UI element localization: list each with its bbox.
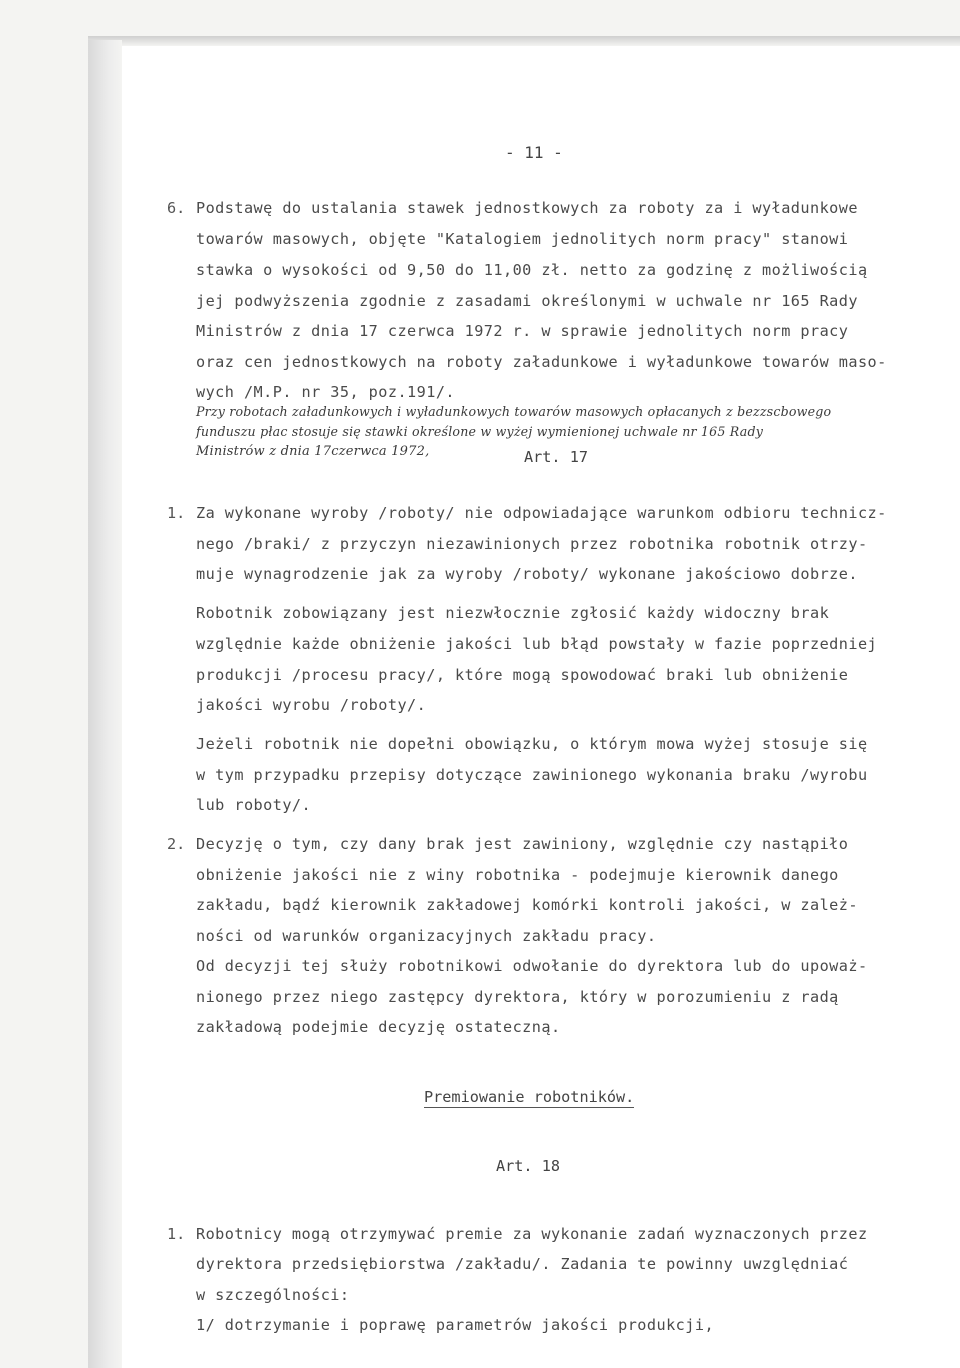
text-line: Decyzję o tym, czy dany brak jest zawiniony, względnie czy nastąpiło (196, 835, 849, 853)
text-line: Robotnik zobowiązany jest niezwłocznie zgłosić każdy widoczny brak (196, 604, 830, 622)
text-line: lub roboty/. (196, 796, 312, 814)
text-line: 1/ dotrzymanie i poprawę parametrów jakości produkcji, (196, 1316, 715, 1334)
text-line: Od decyzji tej służy robotnikowi odwołanie do dyrektora lub do upoważ- (196, 957, 868, 975)
text-line: zakładową podejmie decyzję ostateczną. (196, 1018, 561, 1036)
paragraph-number: 1. (167, 1225, 186, 1243)
text-line: dyrektora przedsiębiorstwa /zakładu/. Zadania te powinny uwzględniać (196, 1255, 849, 1273)
text-line: nego /braki/ z przyczyn niezawinionych przez robotnika robotnik otrzy- (196, 535, 868, 553)
article-heading: Art. 18 (496, 1157, 561, 1175)
text-line: Robotnicy mogą otrzymywać premie za wykonanie zadań wyznaczonych przez (196, 1225, 868, 1243)
text-line: produkcji /procesu pracy/, które mogą spowodować braki lub obniżenie (196, 666, 849, 684)
text-line: Jeżeli robotnik nie dopełni obowiązku, o którym mowa wyżej stosuje się (196, 735, 868, 753)
paragraph-number: 6. (167, 199, 186, 217)
text-line: Ministrów z dnia 17 czerwca 1972 r. w sprawie jednolitych norm pracy (196, 322, 849, 340)
handwritten-note-line: Przy robotach załadunkowych i wyładunkowych towarów masowych opłacanych z bezzscbowego (196, 404, 832, 419)
text-line: obniżenie jakości nie z winy robotnika - podejmuje kierownik danego (196, 866, 839, 884)
text-line: względnie każde obniżenie jakości lub błąd powstały w fazie poprzedniej (196, 635, 878, 653)
text-line: jej podwyższenia zgodnie z zasadami określonymi w uchwale nr 165 Rady (196, 292, 858, 310)
text-line: towarów masowych, objęte "Katalogiem jednolitych norm pracy" stanowi (196, 230, 849, 248)
text-line: Podstawę do ustalania stawek jednostkowych za roboty za i wyładunkowe (196, 199, 858, 217)
text-line: muje wynagrodzenie jak za wyroby /roboty/ wykonane jakościowo dobrze. (196, 565, 858, 583)
text-line: wych /M.P. nr 35, poz.191/. (196, 383, 456, 401)
text-line: nionego przez niego zastępcy dyrektora, który w porozumieniu z radą (196, 988, 839, 1006)
handwritten-note-line: Ministrów z dnia 17czerwca 1972, (196, 444, 430, 459)
text-line: ności od warunków organizacyjnych zakładu pracy. (196, 927, 657, 945)
section-heading: Premiowanie robotników. (424, 1088, 635, 1106)
text-line: Za wykonane wyroby /roboty/ nie odpowiadające warunkom odbioru technicz- (196, 504, 887, 522)
text-line: zakładu, bądź kierownik zakładowej komórki kontroli jakości, w zależ- (196, 896, 858, 914)
text-line: w tym przypadku przepisy dotyczące zawinionego wykonania braku /wyrobu (196, 766, 868, 784)
text-line: oraz cen jednostkowych na roboty załadunkowe i wyładunkowe towarów maso- (196, 353, 887, 371)
text-line: w szczególności: (196, 1286, 350, 1304)
handwritten-note-line: funduszu płac stosuje się stawki określone w wyżej wymienionej uchwale nr 165 Rady (196, 424, 764, 439)
paragraph-number: 2. (167, 835, 186, 853)
paragraph-number: 1. (167, 504, 186, 522)
page-number: - 11 - (505, 143, 563, 162)
text-line: stawka o wysokości od 9,50 do 11,00 zł. netto za godzinę z możliwością (196, 261, 868, 279)
article-heading: Art. 17 (524, 448, 589, 466)
text-line: jakości wyrobu /roboty/. (196, 696, 427, 714)
scan-shadow-top (88, 36, 960, 46)
scan-shadow-left (88, 40, 122, 1368)
